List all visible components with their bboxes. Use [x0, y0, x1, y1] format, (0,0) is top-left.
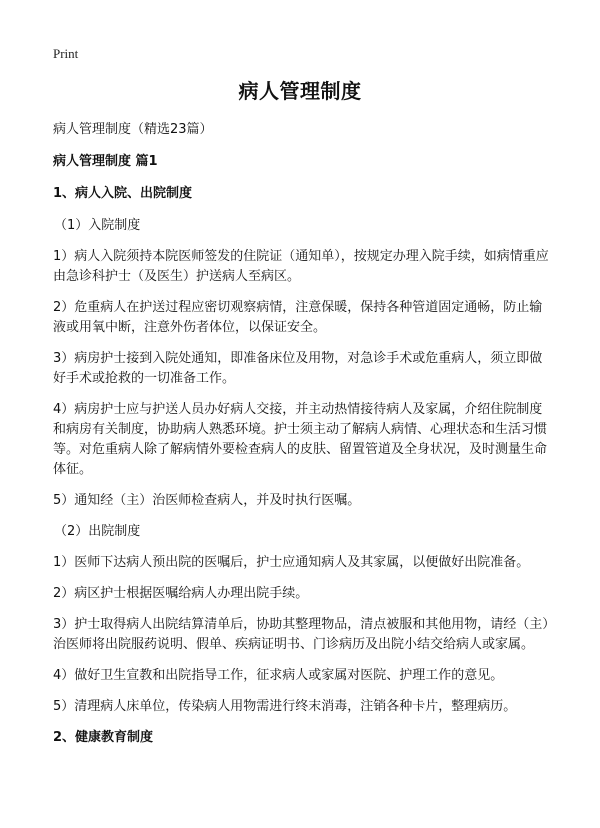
admission-item-4: 4）病房护士应与护送人员办好病人交接，并主动热情接待病人及家属，介绍住院制度和病房有关制度，协助病人熟悉环境。护士须主动了解病人病情、心理状态和生活习惯等。对危重病人除了解病情外要检查病人的皮肤、留置管道及全身状况，及时测量生命体征。 — [53, 402, 548, 477]
print-link[interactable]: Print — [53, 46, 79, 61]
discharge-item-1: 1）医师下达病人预出院的医嘱后，护士应通知病人及其家属，以便做好出院准备。 — [53, 555, 530, 570]
document-subtitle: 病人管理制度（精选23篇） — [53, 122, 213, 137]
discharge-item-5: 5）清理病人床单位，传染病人用物需进行终末消毒，注销各种卡片，整理病历。 — [53, 699, 517, 714]
admission-heading: （1）入院制度 — [54, 218, 141, 233]
admission-item-5: 5）通知经（主）治医师检查病人，并及时执行医嘱。 — [53, 493, 361, 508]
page-title: 病人管理制度 — [238, 79, 362, 103]
discharge-item-4: 4）做好卫生宣教和出院指导工作，征求病人或家属对医院、护理工作的意见。 — [53, 668, 504, 683]
part1-heading: 1、病人入院、出院制度 — [53, 186, 193, 201]
admission-item-2: 2）危重病人在护送过程应密切观察病情，注意保暖，保持各种管道固定通畅，防止输液或用氧中断，注意外伤者体位，以保证安全。 — [53, 300, 543, 335]
document-body — [53, 120, 553, 760]
discharge-item-3: 3）护士取得病人出院结算清单后，协助其整理物品，清点被服和其他用物，请经（主）治医师将出院服药说明、假单、疾病证明书、门诊病历及出院小结交给病人或家属。 — [53, 617, 549, 652]
section-heading: 病人管理制度 篇1 — [53, 154, 158, 169]
discharge-heading: （2）出院制度 — [54, 524, 141, 539]
discharge-item-2: 2）病区护士根据医嘱给病人办理出院手续。 — [53, 586, 309, 601]
admission-item-1: 1）病人入院须持本院医师签发的住院证（通知单），按规定办理入院手续，如病情重应由急诊科护士（及医生）护送病人至病区。 — [53, 249, 549, 284]
admission-item-3: 3）病房护士接到入院处通知，即准备床位及用物，对急诊手术或危重病人，须立即做好手术或抢救的一切准备工作。 — [53, 351, 543, 386]
part2-heading: 2、健康教育制度 — [53, 730, 154, 745]
